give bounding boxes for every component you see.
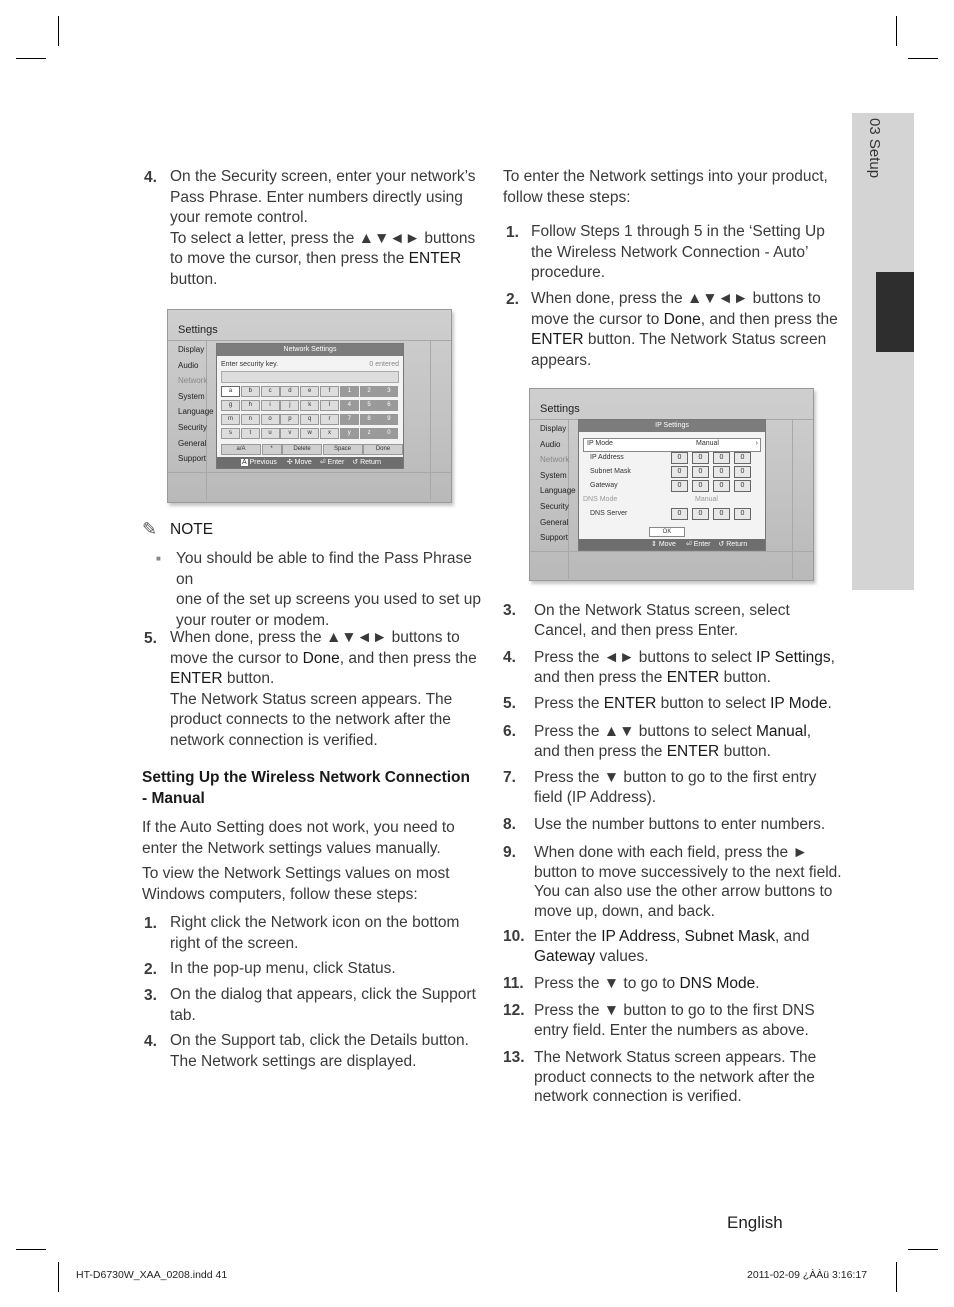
keyboard-key[interactable]: 0 [379, 428, 398, 439]
note-pencil-icon: ✎ [142, 519, 158, 539]
ip-octet-field[interactable]: 0 [671, 508, 688, 520]
print-date: 2011-02-09 ¿ÀÀü 3:16:17 [747, 1269, 868, 1281]
ip-settings-panel [578, 419, 766, 551]
screen-title: Settings [540, 403, 580, 415]
keyboard-key[interactable]: 9 [379, 414, 398, 425]
file-info: HT-D6730W_XAA_0208.indd 41 [76, 1269, 228, 1281]
keyboard-key[interactable]: 1 [340, 386, 359, 397]
keyboard-key[interactable]: 4 [340, 400, 359, 411]
keyboard-key[interactable]: y [340, 428, 359, 439]
move-icon: ⇕ [651, 541, 657, 548]
keyboard-key[interactable]: g [221, 400, 240, 411]
step-number: 7. [503, 769, 516, 786]
keyboard-key[interactable]: a [221, 386, 240, 397]
keyboard-key[interactable]: u [261, 428, 280, 439]
section-heading: Setting Up the Wireless Network Connection - Manual [142, 769, 470, 807]
keyboard-key[interactable]: x [320, 428, 339, 439]
crop-mark [896, 1262, 897, 1292]
menu-general[interactable]: General [178, 438, 207, 448]
step-text: When done, press the ▲▼◄► buttons to move the cursor to Done, and then press the ENTER button. The Network Status screen appears. [531, 290, 838, 369]
step-text: Press the ENTER button to select IP Mode. [534, 695, 832, 712]
enter-icon: ⏎ [319, 459, 326, 466]
keyboard-key[interactable]: v [280, 428, 299, 439]
menu-display[interactable]: Display [178, 345, 205, 354]
step-number: 2. [506, 291, 519, 308]
security-key-input[interactable] [221, 371, 399, 383]
return-icon: ↺ [718, 541, 725, 548]
dns-server-label: DNS Server [590, 510, 628, 517]
keyboard-key[interactable]: t [241, 428, 260, 439]
step-text: Press the ▲▼ buttons to select Manual, and then press the ENTER button. [534, 723, 812, 760]
menu-network[interactable]: Network [178, 376, 208, 386]
keyboard-key[interactable]: m [221, 414, 240, 425]
step-text: Press the ▼ button to go to the first DNS entry field. Enter the numbers as above. [534, 1002, 815, 1039]
ip-mode-value: Manual [696, 440, 719, 447]
paragraph: If the Auto Setting does not work, you need to enter the Network settings values manually. [142, 819, 455, 857]
return-label: Return [726, 541, 748, 548]
step-number: 6. [503, 723, 516, 740]
keyboard-key[interactable]: b [241, 386, 260, 397]
step-number: 10. [503, 928, 525, 945]
prompt-text: Enter security key. [221, 361, 279, 368]
chevron-right-icon: › [755, 440, 758, 447]
menu-system[interactable]: System [178, 391, 205, 401]
menu-audio[interactable]: Audio [540, 439, 561, 449]
ip-settings-screen [529, 388, 814, 581]
ip-octet-field[interactable]: 0 [713, 508, 730, 520]
panel-title: IP Settings [579, 420, 765, 432]
ip-mode-row[interactable]: IP Mode Manual › [583, 438, 761, 452]
menu-network[interactable]: Network [540, 455, 570, 465]
keyboard-panel [216, 343, 404, 469]
ip-octet-field[interactable]: 0 [671, 480, 688, 492]
keyboard-key[interactable]: l [320, 400, 339, 411]
menu-language[interactable]: Language [178, 407, 214, 417]
step-number: 8. [503, 816, 516, 833]
keyboard-key[interactable]: i [261, 400, 280, 411]
keyboard-key[interactable]: p [280, 414, 299, 425]
keyboard-key[interactable]: o [261, 414, 280, 425]
step-text: Press the ▼ button to go to the first entry field (IP Address). [534, 769, 817, 806]
gateway-label: Gateway [590, 482, 618, 489]
step-text: Press the ▼ to go to DNS Mode. [534, 975, 760, 992]
step-text: Follow Steps 1 through 5 in the ‘Setting Up the Wireless Network Connection - Auto’ procedure. [531, 223, 825, 281]
keyboard-key[interactable]: c [261, 386, 280, 397]
return-icon: ↺ [352, 459, 359, 466]
keyboard-key[interactable]: j [280, 400, 299, 411]
ip-octet-field[interactable]: 0 [671, 452, 688, 464]
keyboard-key[interactable]: 8 [360, 414, 379, 425]
crop-mark [16, 58, 46, 59]
step-text: Press the ◄► buttons to select IP Settings, and then press the ENTER button. [534, 649, 835, 686]
menu-support[interactable]: Support [178, 454, 207, 464]
keyboard-key[interactable]: Delete [282, 444, 322, 455]
menu-audio[interactable]: Audio [178, 360, 199, 370]
panel-title: Network Settings [217, 344, 403, 356]
ip-octet-field[interactable]: 0 [734, 480, 751, 492]
step-5-text: When done, press the ▲▼◄► buttons to move the cursor to Done, and then press the ENTER button. The Network Status screen appears. The product connects to the network after the network connection is verified. [170, 629, 477, 749]
menu-language[interactable]: Language [540, 486, 576, 496]
ip-octet-field[interactable]: 0 [734, 452, 751, 464]
keyboard-key[interactable]: q [300, 414, 319, 425]
move-label: Move [294, 459, 312, 466]
step-number: 3. [503, 602, 516, 619]
ip-octet-field[interactable]: 0 [734, 508, 751, 520]
keyboard-key[interactable]: 3 [379, 386, 398, 397]
keyboard-key[interactable]: Done [363, 444, 403, 455]
keyboard-key[interactable]: w [300, 428, 319, 439]
virtual-keyboard [221, 386, 401, 458]
step-number: 4. [144, 1033, 157, 1050]
keyboard-key[interactable]: d [280, 386, 299, 397]
ip-octet-field[interactable]: 0 [734, 466, 751, 478]
note-bullet: ■ [156, 554, 161, 563]
ip-octet-field[interactable]: 0 [692, 508, 709, 520]
crop-mark [16, 1249, 46, 1250]
keyboard-key[interactable]: e [300, 386, 319, 397]
menu-support[interactable]: Support [540, 533, 569, 543]
keyboard-key[interactable]: 2 [360, 386, 379, 397]
ip-octet-field[interactable]: 0 [692, 466, 709, 478]
page-language: English [727, 1213, 783, 1232]
step-number: 2. [144, 961, 157, 978]
network-settings-screen [167, 309, 452, 503]
ip-octet-field[interactable]: 0 [692, 452, 709, 464]
step-number: 1. [144, 915, 157, 932]
step-number: 5. [503, 695, 516, 712]
step-4-text: On the Security screen, enter your network’s Pass Phrase. Enter numbers directly using your remote control. To select a letter, press the ▲▼◄► buttons to move the cursor, then press the ENTER button. [170, 168, 476, 288]
chapter-label: 03 Setup [866, 118, 883, 179]
crop-mark [908, 1249, 938, 1250]
step-number: 12. [503, 1002, 525, 1019]
enter-label: Enter [327, 459, 345, 466]
keyboard-key[interactable]: 7 [340, 414, 359, 425]
move-icon: ✣ [286, 459, 293, 466]
keyboard-key[interactable]: 5 [360, 400, 379, 411]
intro-paragraph: To enter the Network settings into your product, follow these steps: [503, 168, 828, 206]
menu-display[interactable]: Display [540, 424, 567, 433]
entered-count: 0 entered [369, 361, 399, 368]
crop-mark [58, 16, 59, 46]
ok-button[interactable]: OK [649, 527, 685, 537]
menu-system[interactable]: System [540, 470, 567, 480]
menu-general[interactable]: General [540, 517, 569, 527]
list-item: On the Support tab, click the Details button. The Network settings are displayed. [170, 1032, 469, 1070]
chapter-tab-marker [876, 272, 914, 352]
ip-octet-field[interactable]: 0 [692, 480, 709, 492]
ip-octet-field[interactable]: 0 [713, 452, 730, 464]
keyboard-key[interactable]: r [320, 414, 339, 425]
screen-title: Settings [178, 324, 218, 336]
step-number: 5. [144, 630, 157, 647]
step-number: 9. [503, 844, 516, 861]
dns-mode-value: Manual [695, 496, 718, 503]
note-text: You should be able to find the Pass Phrase on one of the set up screens you used to set up your router or modem. [176, 550, 482, 629]
paragraph: To view the Network Settings values on most Windows computers, follow these steps: [142, 865, 450, 903]
keyboard-key[interactable]: n [241, 414, 260, 425]
move-label: Move [658, 541, 676, 548]
enter-icon: ⏎ [685, 541, 692, 548]
dns-mode-label: DNS Mode [583, 496, 618, 503]
keyboard-key[interactable]: z [360, 428, 379, 439]
step-number: 13. [503, 1049, 525, 1066]
step-number: 4. [503, 649, 516, 666]
keyboard-key[interactable]: a/A [221, 444, 261, 455]
list-item: On the dialog that appears, click the Support tab. [170, 986, 476, 1024]
settings-menu [540, 421, 576, 546]
enter-label: Enter [693, 541, 711, 548]
keyboard-key[interactable]: f [320, 386, 339, 397]
keyboard-key[interactable]: Space [323, 444, 363, 455]
keyboard-key[interactable]: s [221, 428, 240, 439]
keyboard-key[interactable]: k [300, 400, 319, 411]
ip-octet-field[interactable]: 0 [671, 466, 688, 478]
step-text: On the Network Status screen, select Cancel, and then press Enter. [534, 602, 790, 639]
menu-security[interactable]: Security [540, 501, 569, 511]
subnet-mask-label: Subnet Mask [590, 468, 631, 475]
note-title: NOTE [170, 521, 214, 538]
ip-address-label: IP Address [590, 454, 624, 461]
step-text: Use the number buttons to enter numbers. [534, 816, 826, 833]
step-number: 1. [506, 224, 519, 241]
step-text: The Network Status screen appears. The product connects to the network after the network connection is verified. [534, 1049, 817, 1105]
step-number: 3. [144, 987, 157, 1004]
return-label: Return [360, 459, 382, 466]
crop-mark [58, 1262, 59, 1292]
step-text: When done with each field, press the ► button to move successively to the next field. You can also use the other arrow buttons to move up, down, and back. [534, 844, 842, 920]
menu-security[interactable]: Security [178, 422, 207, 432]
step-text: Enter the IP Address, Subnet Mask, and Gateway values. [534, 928, 810, 965]
keyboard-key[interactable]: h [241, 400, 260, 411]
ip-octet-field[interactable]: 0 [713, 466, 730, 478]
step-number: 4. [144, 169, 157, 186]
panel-footer [217, 457, 403, 468]
crop-mark [908, 58, 938, 59]
step-number: 11. [503, 975, 524, 992]
panel-footer [579, 539, 765, 550]
previous-label: Previous [249, 459, 277, 466]
settings-menu [178, 342, 214, 467]
keyboard-key[interactable]: 6 [379, 400, 398, 411]
ip-octet-field[interactable]: 0 [713, 480, 730, 492]
a-button-icon: A [242, 459, 247, 466]
keyboard-key[interactable]: * [262, 444, 282, 455]
list-item: Right click the Network icon on the bottom right of the screen. [170, 914, 460, 952]
list-item: In the pop-up menu, click Status. [170, 960, 396, 977]
crop-mark [896, 16, 897, 46]
